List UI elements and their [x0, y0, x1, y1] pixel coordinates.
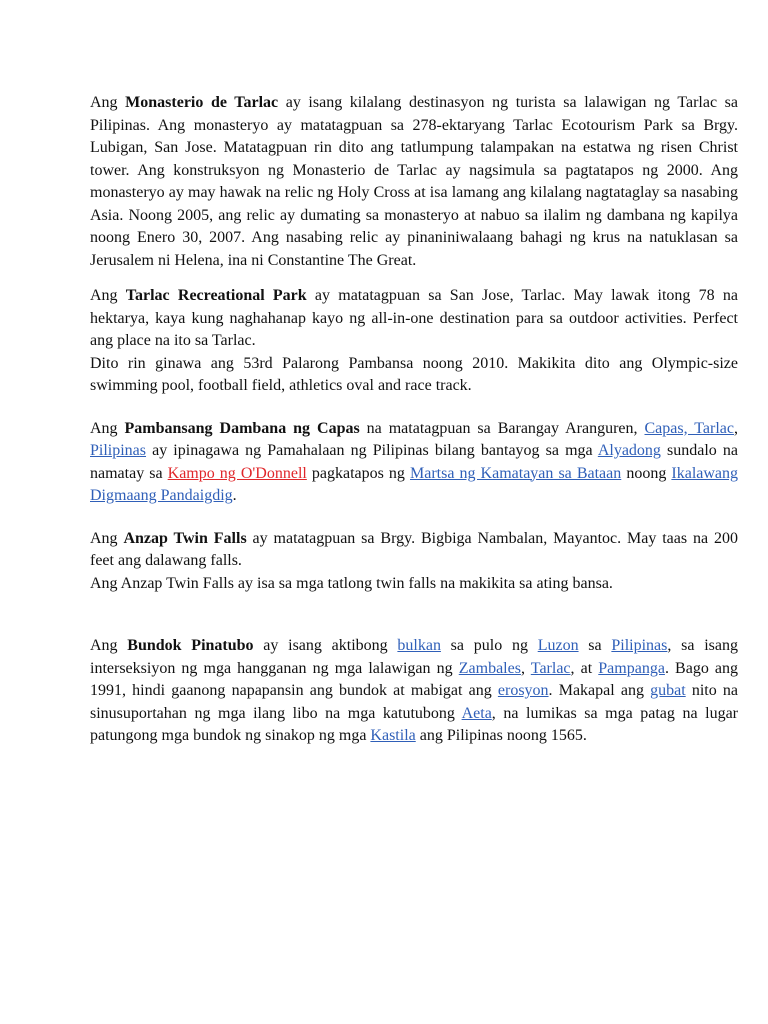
- link-kastila[interactable]: Kastila: [370, 727, 416, 744]
- paragraph-anzap-twin-falls: [90, 528, 738, 573]
- link-tarlac[interactable]: Tarlac: [530, 659, 571, 677]
- text: noong: [621, 464, 672, 482]
- paragraph-monasterio: [90, 92, 738, 272]
- link-zambales[interactable]: Zambales: [458, 659, 521, 677]
- text: . Makapal ang: [548, 682, 651, 699]
- text: Ang: [90, 287, 126, 304]
- heading-pambansang-dambana-ng-capas: Pambansang Dambana ng Capas: [124, 419, 360, 437]
- text: pagkatapos ng: [306, 464, 410, 482]
- link-ikalawang-digmaang-pandaigdig[interactable]: Ikalawang Digmaang Pandaigdig: [90, 464, 739, 504]
- link-gubat[interactable]: gubat: [650, 682, 686, 699]
- text: Ang: [90, 419, 125, 437]
- link-alyadong[interactable]: Alyadong: [597, 442, 661, 459]
- text: sundalo na namatay sa: [90, 442, 738, 482]
- text: ay isang aktibong: [253, 637, 398, 654]
- link-martsa-ng-kamatayan[interactable]: Martsa ng Kamatayan sa Bataan: [410, 464, 622, 482]
- text: ang Pilipinas noong 1565.: [415, 727, 587, 744]
- text: , na lumikas sa mga patag na lugar patungong mga bundok ng sinakop ng mga: [90, 704, 739, 744]
- paragraph-anzap-twin-falls-2: [90, 573, 738, 596]
- link-bulkan[interactable]: bulkan: [397, 637, 441, 654]
- paragraph-recreational-park: [90, 285, 738, 353]
- link-pampanga[interactable]: Pampanga: [598, 659, 665, 677]
- link-aeta[interactable]: Aeta: [461, 704, 492, 722]
- text: Dito rin ginawa ang 53rd Palarong Pambansa noong 2010. Makikita dito ang Olympic-size swimming pool, football field, athletics oval and race track.: [90, 354, 738, 394]
- paragraph-dambana-capas: [90, 418, 738, 508]
- paragraph-palarong-pambansa: [90, 353, 738, 398]
- heading-bundok-pinatubo: Bundok Pinatubo: [127, 637, 254, 654]
- text: nito na sinusuportahan ng mga ilang libo na mga katutubong: [90, 682, 739, 722]
- document-page: [90, 92, 738, 748]
- link-capas-tarlac[interactable]: Capas, Tarlac: [644, 419, 735, 437]
- text: ay ipinagawa ng Pamahalaan ng Pilipinas bilang bantayog sa mga: [146, 442, 598, 459]
- text: , at: [570, 659, 599, 677]
- text: , sa isang interseksiyon ng mga hangganan ng mga lalawigan ng: [90, 637, 738, 677]
- text: ay isang kilalang destinasyon ng turista sa lalawigan ng Tarlac sa Pilipinas. Ang monasteryo ay matatagpuan sa 278-ektaryang Tarlac Ecotourism Park sa Brgy. Lubigan, San Jose. Matatagpuan rin dito ang tatlumpung talampakan na estatwa ng risen Christ tower. Ang konstruksyon ng Monasterio de Tarlac ay nagsimula sa pagtatapos ng 2000. Ang monasteryo ay may hawak na relic ng Holy Cross at isa lamang ang kilalang nagtataglay sa nasabing Asia. Noong 2005, ang relic ay dumating sa monasteryo at nabuo sa ilalim ng dambana ng kapilya noong Enero 30, 2007. Ang nasabing relic ay pinaniniwalaang bahagi ng krus na natuklasan sa Jerusalem ni Helena, ina ni Constantine The Great.: [90, 94, 738, 269]
- text: ay matatagpuan sa San Jose, Tarlac. May lawak itong 78 na hektarya, kaya kung naghahanap kayo ng all-in-one destination para sa outdoor activities. Perfect ang place na ito sa Tarlac.: [90, 287, 738, 349]
- text: . Bago ang 1991, hindi gaanong napapansin ang bundok at mabigat ang: [90, 659, 739, 699]
- text: Ang: [90, 637, 128, 654]
- text: Ang Anzap Twin Falls ay isa sa mga tatlong twin falls na makikita sa ating bansa.: [90, 574, 613, 592]
- link-pilipinas[interactable]: Pilipinas: [611, 637, 668, 654]
- link-kampo-ng-odonnell[interactable]: Kampo ng O'Donnell: [167, 464, 307, 482]
- text: ,: [520, 659, 531, 677]
- paragraph-bundok-pinatubo: [90, 635, 738, 748]
- text: sa: [578, 637, 612, 654]
- text: Ang: [90, 94, 126, 111]
- link-luzon[interactable]: Luzon: [537, 637, 579, 654]
- link-pilipinas[interactable]: Pilipinas: [90, 442, 147, 459]
- text: .: [232, 487, 237, 504]
- heading-anzap-twin-falls: Anzap Twin Falls: [123, 529, 247, 547]
- text: ,: [734, 419, 739, 437]
- heading-tarlac-recreational-park: Tarlac Recreational Park: [125, 287, 307, 304]
- heading-monasterio-de-tarlac: Monasterio de Tarlac: [125, 94, 279, 111]
- link-erosyon[interactable]: erosyon: [497, 682, 549, 699]
- text: na matatagpuan sa Barangay Aranguren,: [359, 419, 645, 437]
- text: ay matatagpuan sa Brgy. Bigbiga Nambalan, Mayantoc. May taas na 200 feet ang dalawang falls.: [90, 529, 738, 569]
- text: sa pulo ng: [440, 637, 538, 654]
- text: Ang: [90, 529, 124, 547]
